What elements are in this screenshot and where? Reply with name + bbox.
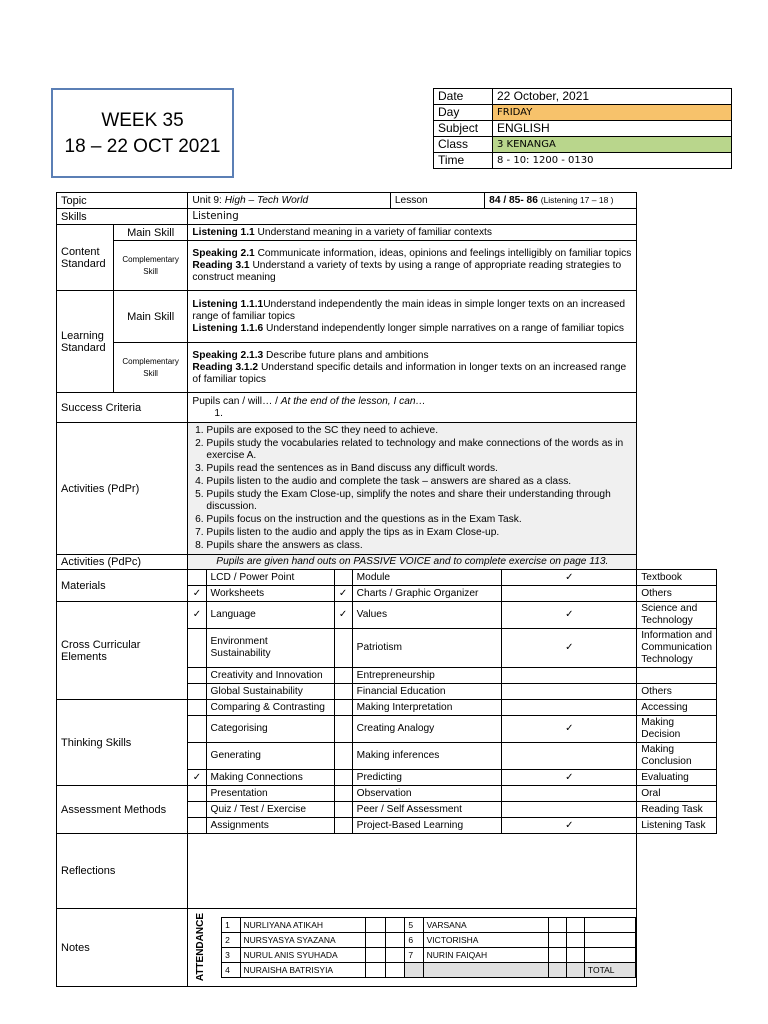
cross-curricular-checkbox: ✓	[502, 629, 637, 668]
thinking-skills-option: Creating Analogy	[352, 716, 502, 743]
activities-pdpc-label: Activities (PdPc)	[57, 555, 188, 570]
attendance-total: TOTAL	[584, 963, 635, 978]
attendance-cell: 1	[222, 918, 240, 933]
thinking-skills-option: Making inferences	[352, 743, 502, 770]
thinking-skills-option: Predicting	[352, 770, 502, 786]
attendance-cell	[423, 963, 548, 978]
assessment-label: Assessment Methods	[57, 786, 188, 834]
cross-curricular-checkbox	[188, 629, 206, 668]
thinking-skills-option: Making Decision	[637, 716, 717, 743]
assessment-option: Listening Task	[637, 818, 717, 834]
ls-main-skill-label: Main Skill	[113, 291, 188, 343]
thinking-skills-option: Making Interpretation	[352, 700, 502, 716]
activity-item: 1. Pupils are exposed to the SC they need to achieve.	[206, 425, 632, 437]
attendance-mark-cell	[385, 948, 405, 963]
success-criteria	[188, 393, 637, 423]
topic-value	[188, 193, 390, 209]
class-value: 3 KENANGA	[493, 137, 732, 153]
ls-c1-text: Describe future plans and ambitions	[266, 349, 429, 361]
attendance-mark-cell	[385, 963, 405, 978]
activity-item: 6. Pupils focus on the instruction and the questions as in the Exam Task.	[206, 514, 632, 526]
learning-standard-label: Learning Standard	[57, 291, 114, 393]
topic-title: High – Tech World	[224, 194, 309, 206]
materials-checkbox	[502, 586, 637, 602]
assessment-option: Oral	[637, 786, 717, 802]
attendance-cell: NURAISHA BATRISYIA	[240, 963, 365, 978]
cs-main-skill-label: Main Skill	[113, 225, 188, 241]
cross-curricular-checkbox	[334, 668, 352, 684]
activities-list	[192, 425, 632, 552]
attendance-mark-cell	[365, 933, 385, 948]
assessment-checkbox	[188, 818, 206, 834]
attendance-mark-cell	[584, 918, 635, 933]
activity-item: 7. Pupils listen to the audio and apply the tips as in Exam Close-up.	[206, 527, 632, 539]
ls-m2-code: Listening 1.1.6	[192, 322, 264, 334]
materials-checkbox: ✓	[188, 586, 206, 602]
success-criteria-label: Success Criteria	[57, 393, 188, 423]
activity-item: 5. Pupils study the Exam Close-up, simplify the notes and share their understanding through discussion.	[206, 489, 632, 513]
attendance-mark-cell	[567, 918, 585, 933]
cs-comp-skill-label: Complementary Skill	[113, 241, 188, 291]
assessment-option: Quiz / Test / Exercise	[206, 802, 334, 818]
materials-label: Materials	[57, 570, 188, 602]
lesson-plan-table	[56, 192, 717, 987]
attendance-mark-cell	[385, 918, 405, 933]
ls-m1-text: Understand independently the main ideas in simple longer texts on an increased range of familiar topics	[192, 298, 626, 322]
assessment-checkbox: ✓	[502, 818, 637, 834]
cross-curricular-option: Global Sustainability	[206, 684, 334, 700]
thinking-skills-option: Making Conclusion	[637, 743, 717, 770]
thinking-skills-checkbox: ✓	[188, 770, 206, 786]
activity-item: 3. Pupils read the sentences as in Band discuss any difficult words.	[206, 463, 632, 475]
cross-curricular-checkbox	[334, 684, 352, 700]
cross-curricular-option: Language	[206, 602, 334, 629]
thinking-skills-checkbox	[188, 716, 206, 743]
cross-curricular-checkbox: ✓	[188, 602, 206, 629]
lesson-info-table	[433, 88, 732, 169]
attendance-mark-cell	[567, 963, 585, 978]
cross-curricular-checkbox	[334, 629, 352, 668]
materials-checkbox	[188, 570, 206, 586]
time-value: 8 - 10: 1200 - 0130	[493, 153, 732, 169]
cs-comp-skill	[188, 241, 637, 291]
activities-pdpr	[188, 423, 637, 555]
attendance-mark-cell	[365, 918, 385, 933]
lesson-value	[485, 193, 637, 209]
thinking-skills-checkbox	[334, 770, 352, 786]
materials-checkbox: ✓	[502, 570, 637, 586]
success-line-italic: At the end of the lesson, I can…	[280, 395, 426, 407]
attendance-mark-cell	[365, 963, 385, 978]
ls-comp-skill-label: Complementary Skill	[113, 343, 188, 393]
attendance-cell: 2	[222, 933, 240, 948]
thinking-skills-checkbox	[502, 700, 637, 716]
assessment-checkbox	[334, 786, 352, 802]
assessment-option: Peer / Self Assessment	[352, 802, 502, 818]
cross-curricular-option: Financial Education	[352, 684, 502, 700]
attendance-cell: VARSANA	[423, 918, 548, 933]
thinking-skills-option: Comparing & Contrasting	[206, 700, 334, 716]
assessment-option: Presentation	[206, 786, 334, 802]
attendance-cell: 6	[405, 933, 423, 948]
activity-item: 2. Pupils study the vocabularies related to technology and make connections of the words as in exercise A.	[206, 438, 632, 462]
assessment-option: Reading Task	[637, 802, 717, 818]
cross-curricular-option: Science and Technology	[637, 602, 717, 629]
week-box	[51, 88, 234, 178]
cross-curricular-checkbox: ✓	[502, 602, 637, 629]
thinking-skills-option: Categorising	[206, 716, 334, 743]
assessment-checkbox	[334, 818, 352, 834]
cross-curricular-option: Information and Communication Technology	[637, 629, 717, 668]
attendance-cell: 4	[222, 963, 240, 978]
attendance-label: ATTENDANCE	[194, 913, 206, 982]
lesson-number: 84 / 85- 86	[489, 195, 538, 206]
day-value: FRIDAY	[493, 105, 732, 121]
cs-comp2-text: Understand a variety of texts by using a range of appropriate reading strategies to construct meaning	[192, 259, 622, 283]
class-label: Class	[434, 137, 493, 153]
assessment-checkbox	[502, 802, 637, 818]
topic-label: Topic	[57, 193, 188, 209]
attendance-table	[221, 917, 636, 978]
assessment-option: Observation	[352, 786, 502, 802]
cross-curricular-checkbox	[188, 684, 206, 700]
ls-main-skill	[188, 291, 637, 343]
materials-option: Worksheets	[206, 586, 334, 602]
lesson-label: Lesson	[390, 193, 484, 209]
thinking-skills-checkbox	[334, 716, 352, 743]
thinking-skills-option: Making Connections	[206, 770, 334, 786]
materials-option: LCD / Power Point	[206, 570, 334, 586]
attendance-cell: NURIN FAIQAH	[423, 948, 548, 963]
materials-checkbox: ✓	[334, 586, 352, 602]
ls-m1-code: Listening 1.1.1	[192, 298, 264, 310]
thinking-skills-checkbox	[502, 743, 637, 770]
attendance-cell: VICTORISHA	[423, 933, 548, 948]
assessment-option: Assignments	[206, 818, 334, 834]
activity-item: 4. Pupils listen to the audio and complete the task – answers are shared as a class.	[206, 476, 632, 488]
topic-unit: Unit 9:	[192, 194, 225, 206]
cross-curricular-checkbox: ✓	[334, 602, 352, 629]
cross-curricular-option: Environment Sustainability	[206, 629, 334, 668]
cross-curricular-option: Values	[352, 602, 502, 629]
attendance-mark-cell	[567, 948, 585, 963]
subject-label: Subject	[434, 121, 493, 137]
thinking-skills-checkbox	[188, 700, 206, 716]
attendance-mark-cell	[549, 933, 567, 948]
week-dates: 18 – 22 OCT 2021	[64, 136, 221, 157]
notes-value	[188, 909, 637, 987]
thinking-skills-label: Thinking Skills	[57, 700, 188, 786]
success-line: Pupils can / will… /	[192, 395, 281, 407]
thinking-skills-checkbox	[334, 743, 352, 770]
attendance-cell: NURSYASYA SYAZANA	[240, 933, 365, 948]
day-label: Day	[434, 105, 493, 121]
reflections-label: Reflections	[57, 834, 188, 909]
lesson-note: (Listening 17 – 18 )	[540, 195, 614, 205]
thinking-skills-option: Accessing	[637, 700, 717, 716]
cross-curricular-checkbox	[502, 668, 637, 684]
attendance-mark-cell	[365, 948, 385, 963]
attendance-mark-cell	[549, 948, 567, 963]
cross-curricular-option: Creativity and Innovation	[206, 668, 334, 684]
cs-main-code: Listening 1.1	[192, 226, 255, 238]
subject-value: ENGLISH	[493, 121, 732, 137]
notes-label: Notes	[57, 909, 188, 987]
thinking-skills-checkbox: ✓	[502, 770, 637, 786]
cs-comp2-code: Reading 3.1	[192, 259, 250, 271]
cross-curricular-checkbox	[502, 684, 637, 700]
attendance-label-wrap	[188, 913, 213, 981]
skills-label: Skills	[57, 209, 188, 225]
ls-comp-skill	[188, 343, 637, 393]
assessment-checkbox	[188, 786, 206, 802]
success-item: 1.	[214, 407, 223, 419]
cs-main-skill	[188, 225, 637, 241]
thinking-skills-checkbox	[334, 700, 352, 716]
cross-curricular-option	[637, 668, 717, 684]
cs-main-text: Understand meaning in a variety of familiar contexts	[257, 226, 492, 238]
assessment-checkbox	[334, 802, 352, 818]
attendance-cell: NURLIYANA ATIKAH	[240, 918, 365, 933]
cross-curricular-label: Cross Curricular Elements	[57, 602, 188, 700]
ls-m2-text: Understand independently longer simple narratives on a range of familiar topics	[266, 322, 624, 334]
attendance-mark-cell	[385, 933, 405, 948]
attendance-cell: 5	[405, 918, 423, 933]
cs-comp1-text: Communicate information, ideas, opinions and feelings intelligibly on familiar topics	[257, 247, 632, 259]
attendance-mark-cell	[549, 918, 567, 933]
cross-curricular-checkbox	[188, 668, 206, 684]
ls-c2-text: Understand specific details and information in longer texts on an increased range of familiar topics	[192, 361, 627, 385]
ls-c2-code: Reading 3.1.2	[192, 361, 259, 373]
thinking-skills-checkbox: ✓	[502, 716, 637, 743]
attendance-mark-cell	[567, 933, 585, 948]
thinking-skills-option: Evaluating	[637, 770, 717, 786]
cs-comp1-code: Speaking 2.1	[192, 247, 255, 259]
attendance-cell: NURUL ANIS SYUHADA	[240, 948, 365, 963]
thinking-skills-option: Generating	[206, 743, 334, 770]
materials-option: Textbook	[637, 570, 717, 586]
assessment-option: Project-Based Learning	[352, 818, 502, 834]
materials-option: Others	[637, 586, 717, 602]
activities-pdpc: Pupils are given hand outs on PASSIVE VOICE and to complete exercise on page 113.	[188, 555, 637, 570]
attendance-mark-cell	[584, 948, 635, 963]
attendance-cell	[405, 963, 423, 978]
reflections-value	[188, 834, 637, 909]
attendance-cell: 7	[405, 948, 423, 963]
date-label: Date	[434, 89, 493, 105]
assessment-checkbox	[502, 786, 637, 802]
date-value: 22 October, 2021	[493, 89, 732, 105]
cross-curricular-option: Patriotism	[352, 629, 502, 668]
cross-curricular-option: Others	[637, 684, 717, 700]
week-title: WEEK 35	[101, 110, 184, 131]
attendance-mark-cell	[549, 963, 567, 978]
cross-curricular-option: Entrepreneurship	[352, 668, 502, 684]
time-label: Time	[434, 153, 493, 169]
content-standard-label: Content Standard	[57, 225, 114, 291]
ls-c1-code: Speaking 2.1.3	[192, 349, 264, 361]
attendance-mark-cell	[584, 933, 635, 948]
attendance-cell: 3	[222, 948, 240, 963]
materials-option: Module	[352, 570, 502, 586]
activities-pdpr-label: Activities (PdPr)	[57, 423, 188, 555]
activity-item: 8. Pupils share the answers as class.	[206, 540, 632, 552]
skills-value: Listening	[188, 209, 637, 225]
materials-option: Charts / Graphic Organizer	[352, 586, 502, 602]
thinking-skills-checkbox	[188, 743, 206, 770]
materials-checkbox	[334, 570, 352, 586]
assessment-checkbox	[188, 802, 206, 818]
